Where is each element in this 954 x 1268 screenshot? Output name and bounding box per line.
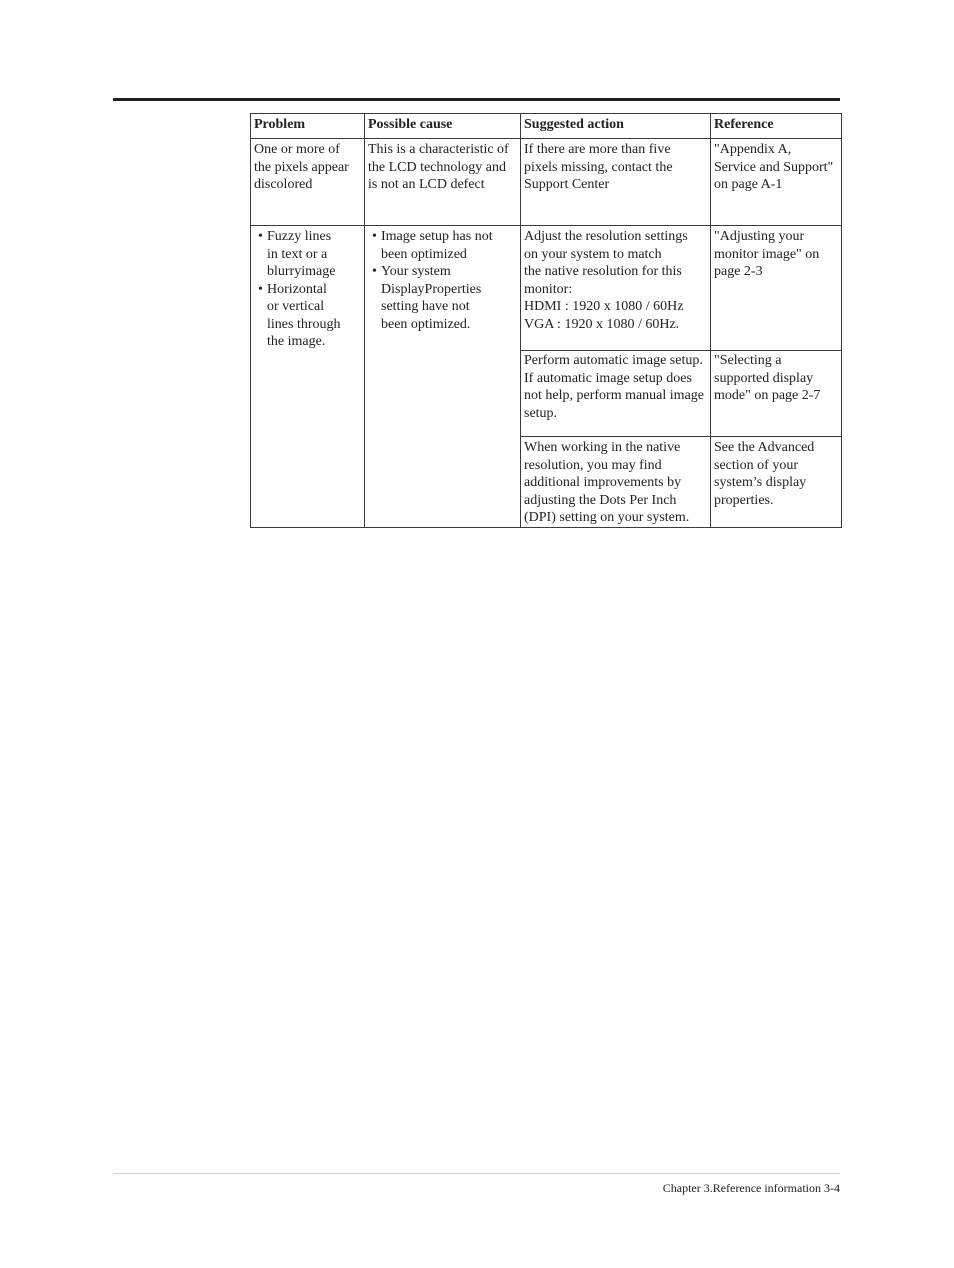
cell-line: the LCD technology and [368, 159, 507, 175]
action-cell [521, 351, 711, 437]
header-suggested-action: Suggested action [521, 114, 711, 139]
troubleshooting-table [250, 113, 842, 528]
bullet-item [372, 228, 518, 263]
cause-cell [365, 139, 521, 226]
cell-line: been optimized [381, 246, 467, 262]
cell-line: pixels missing, contact the [524, 159, 673, 175]
table-row [251, 139, 842, 226]
header-rule [113, 98, 840, 101]
action-cell [521, 226, 711, 351]
problem-bullet-list [254, 228, 362, 351]
cell-line: "Selecting a [714, 353, 782, 368]
action-cell [521, 139, 711, 226]
cell-line: page 2-3 [714, 264, 763, 279]
cell-line: monitor: [524, 281, 573, 297]
bullet-item [372, 263, 518, 333]
cell-line: "Appendix A, [714, 142, 792, 157]
cell-line: adjusting the Dots Per Inch [524, 492, 677, 508]
footer-rule [113, 1173, 840, 1174]
header-possible-cause: Possible cause [365, 114, 521, 139]
cell-line: setting have not [381, 299, 470, 314]
cell-line: If there are more than five [524, 142, 671, 157]
cell-line: supported display [714, 370, 814, 386]
cell-line: Service and Support" [714, 159, 834, 175]
reference-cell [711, 226, 842, 351]
cell-line: in text or a [267, 246, 328, 262]
table-row [251, 226, 842, 351]
cell-line: the pixels appear [254, 159, 349, 175]
cell-line: Support Center [524, 177, 610, 192]
cell-line: VGA : 1920 x 1080 / 60Hz. [524, 316, 680, 332]
cell-line: lines through [267, 316, 341, 332]
cell-line: blurryimage [267, 264, 336, 279]
bullet-item [258, 228, 362, 281]
cell-line: additional improvements by [524, 475, 682, 490]
cell-line: • Image setup has not [381, 229, 493, 244]
cell-line: If automatic image setup does [524, 370, 692, 386]
cell-line: • Fuzzy lines [267, 229, 332, 244]
cell-line: setup. [524, 405, 558, 421]
cell-line: See the Advanced [714, 440, 815, 455]
cell-line: • Your system [381, 264, 451, 279]
cell-line: system’s display [714, 475, 807, 490]
cell-line: This is a characteristic of [368, 142, 509, 157]
header-problem: Problem [251, 114, 365, 139]
action-cell [521, 437, 711, 528]
cell-line: DisplayProperties [381, 281, 482, 297]
cell-line: been optimized. [381, 316, 471, 332]
cell-line: (DPI) setting on your system. [524, 510, 690, 525]
cell-line: on page A-1 [714, 177, 783, 192]
page-footer: Chapter 3.Reference information 3-4 [662, 1181, 840, 1195]
cell-line: • Horizontal [267, 281, 327, 297]
cause-cell [365, 226, 521, 528]
cell-line: is not an LCD defect [368, 177, 485, 192]
cell-line: on your system to match [524, 246, 662, 262]
cell-line: "Adjusting your [714, 229, 805, 244]
cell-line: monitor image" on [714, 246, 820, 262]
cell-line: When working in the native [524, 440, 681, 455]
header-reference: Reference [711, 114, 842, 139]
cause-bullet-list [368, 228, 518, 333]
cell-line: mode" on page 2-7 [714, 388, 821, 403]
cell-line: not help, perform manual image [524, 388, 704, 403]
cell-line: the image. [267, 334, 326, 349]
problem-cell [251, 139, 365, 226]
cell-line: resolution, you may find [524, 457, 662, 473]
cell-line: properties. [714, 492, 774, 508]
cell-line: discolored [254, 177, 313, 192]
table-header-row [251, 114, 842, 139]
cell-line: or vertical [267, 299, 325, 314]
cell-line: Adjust the resolution settings [524, 229, 688, 244]
reference-cell [711, 139, 842, 226]
problem-cell [251, 226, 365, 528]
cell-line: section of your [714, 457, 798, 473]
cell-line: Perform automatic image setup. [524, 353, 703, 368]
reference-cell [711, 437, 842, 528]
cell-line: HDMI : 1920 x 1080 / 60Hz [524, 299, 684, 314]
cell-line: One or more of [254, 142, 340, 157]
bullet-item [258, 281, 362, 351]
cell-line: the native resolution for this [524, 264, 682, 279]
reference-cell [711, 351, 842, 437]
